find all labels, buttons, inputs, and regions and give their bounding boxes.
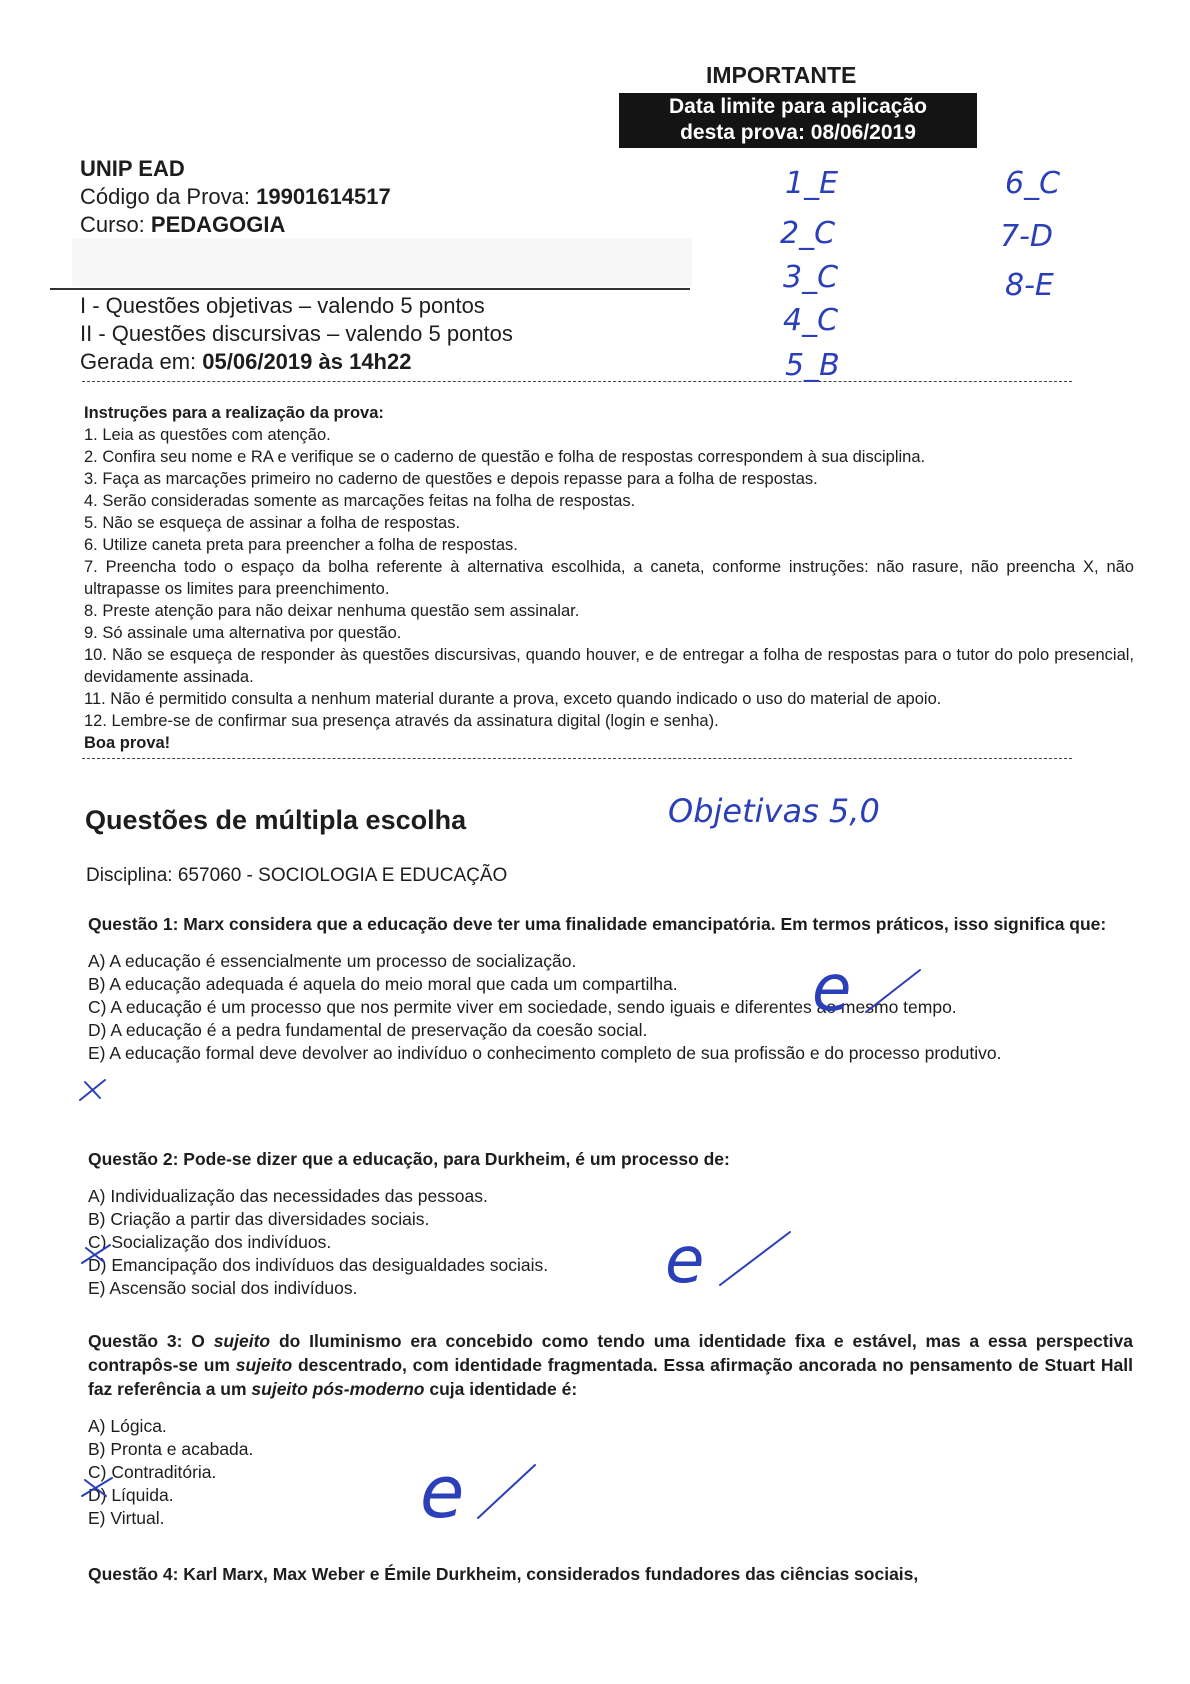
option-e: E) A educação formal deve devolver ao indivíduo o conhecimento completo de sua profissão e do processo produtivo.	[88, 1043, 1002, 1063]
instructions-closing: Boa prova!	[84, 734, 171, 752]
institution: UNIP EAD	[80, 156, 185, 181]
check-mark: e	[665, 1224, 705, 1298]
handwritten-answer: 4_C	[783, 303, 839, 338]
option-a: A) Individualização das necessidades das pessoas.	[88, 1186, 488, 1206]
instruction-item: 4. Serão consideradas somente as marcações feitas na folha de respostas.	[84, 492, 636, 510]
instruction-item: 2. Confira seu nome e RA e verifique se o caderno de questão e folha de respostas correspondem à sua disciplina.	[84, 448, 926, 466]
handwritten-answer: 5_B	[785, 348, 840, 383]
prompt-text: cuja identidade é:	[424, 1379, 578, 1399]
option-e: E) Ascensão social dos indivíduos.	[88, 1278, 358, 1298]
option-b: B) Pronta e acabada.	[88, 1439, 254, 1459]
option-d: D) Líquida.	[88, 1485, 174, 1505]
check-mark-tail	[720, 1232, 790, 1285]
cross-mark-icon	[82, 1245, 110, 1263]
deadline-line-1: Data limite para aplicação	[669, 95, 927, 118]
handwritten-answer: 3_C	[783, 260, 839, 295]
question-prompt: Questão 4: Karl Marx, Max Weber e Émile Durkheim, considerados fundadores das ciências sociais,	[88, 1564, 919, 1584]
question-prompt: Questão 1: Marx considera que a educação deve ter uma finalidade emancipatória. Em termos práticos, isso significa que:	[88, 914, 1107, 934]
instruction-item: 5. Não se esqueça de assinar a folha de respostas.	[84, 514, 461, 532]
check-mark-tail	[478, 1465, 535, 1518]
option-d: D) Emancipação dos indivíduos das desigualdades sociais.	[88, 1255, 549, 1275]
exam-code-label: Código da Prova:	[80, 184, 257, 209]
instruction-item: 1. Leia as questões com atenção.	[84, 426, 331, 444]
instruction-item: 6. Utilize caneta preta para preencher a folha de respostas.	[84, 536, 518, 554]
option-a: A) A educação é essencialmente um processo de socialização.	[88, 951, 577, 971]
option-b: B) Criação a partir das diversidades sociais.	[88, 1209, 430, 1229]
important-title: IMPORTANTE	[706, 62, 857, 88]
option-d: D) A educação é a pedra fundamental de preservação da coesão social.	[88, 1020, 648, 1040]
option-c: C) A educação é um processo que nos permite viver em sociedade, sendo iguais e diferentes ao mesmo tempo.	[88, 997, 957, 1017]
prompt-emphasis: sujeito	[235, 1355, 293, 1375]
deadline-line-2: desta prova: 08/06/2019	[680, 121, 916, 144]
instruction-item: 8. Preste atenção para não deixar nenhuma questão sem assinalar.	[84, 602, 580, 620]
generated-value: 05/06/2019 às 14h22	[202, 349, 412, 374]
option-b: B) A educação adequada é aquela do meio moral que cada um compartilha.	[88, 974, 678, 994]
cross-mark-icon	[80, 1080, 105, 1100]
prompt-emphasis: sujeito pós-moderno	[251, 1379, 425, 1399]
check-mark: e	[420, 1450, 465, 1534]
handwritten-answer: 6_C	[1005, 166, 1061, 201]
instruction-item: 10. Não se esqueça de responder às questões discursivas, quando houver, e de entregar a folha de respostas para o tutor do polo presencial, devidamente assinada.	[84, 646, 1134, 686]
question-prompt: Questão 2: Pode-se dizer que a educação, para Durkheim, é um processo de:	[88, 1149, 730, 1169]
prompt-text: descentrado, com identidade fragmentada. Essa afirmação ancorada no pensamento de Stuart Hall faz referência a um	[88, 1355, 1133, 1399]
option-c: C) Socialização dos indivíduos.	[88, 1232, 332, 1252]
prompt-emphasis: sujeito	[213, 1331, 271, 1351]
handwritten-answer: 1_E	[785, 166, 839, 201]
discipline: Disciplina: 657060 - SOCIOLOGIA E EDUCAÇÃO	[86, 865, 508, 886]
discursive-line: II - Questões discursivas – valendo 5 pontos	[80, 321, 513, 346]
handwritten-answer: 8-E	[1005, 268, 1054, 303]
instructions-title: Instruções para a realização da prova:	[84, 404, 384, 422]
objective-line: I - Questões objetivas – valendo 5 pontos	[80, 293, 485, 318]
option-c: C) Contraditória.	[88, 1462, 217, 1482]
instruction-item: 3. Faça as marcações primeiro no caderno de questões e depois repasse para a folha de respostas.	[84, 470, 818, 488]
section-title: Questões de múltipla escolha	[85, 805, 467, 835]
handwritten-answer: 2_C	[780, 216, 836, 251]
course-label: Curso:	[80, 212, 151, 237]
handwritten-score: Objetivas 5,0	[668, 792, 880, 830]
generated-label: Gerada em:	[80, 349, 203, 374]
exam-code-value: 19901614517	[256, 184, 391, 209]
prompt-text: Questão 3: O	[88, 1331, 214, 1351]
course-value: PEDAGOGIA	[150, 212, 286, 237]
instruction-item: 9. Só assinale uma alternativa por questão.	[84, 624, 402, 642]
check-mark: e	[812, 952, 852, 1026]
cross-mark-icon	[82, 1478, 112, 1496]
option-a: A) Lógica.	[88, 1416, 167, 1436]
instruction-item: 7. Preencha todo o espaço da bolha referente à alternativa escolhida, a caneta, conforme instruções: não rasure, não preencha X, não ultrapasse os limites para preenchimento.	[84, 558, 1134, 598]
prompt-text: do Iluminismo era concebido como tendo uma identidade fixa e estável, mas a essa perspectiva contrapôs-se um	[88, 1331, 1134, 1375]
instruction-item: 11. Não é permitido consulta a nenhum material durante a prova, exceto quando indicado o uso do material de apoio.	[84, 690, 942, 708]
instruction-item: 12. Lembre-se de confirmar sua presença através da assinatura digital (login e senha).	[84, 712, 719, 730]
check-mark-tail	[866, 970, 920, 1012]
option-e: E) Virtual.	[88, 1508, 165, 1528]
handwritten-answer: 7-D	[1000, 219, 1054, 254]
